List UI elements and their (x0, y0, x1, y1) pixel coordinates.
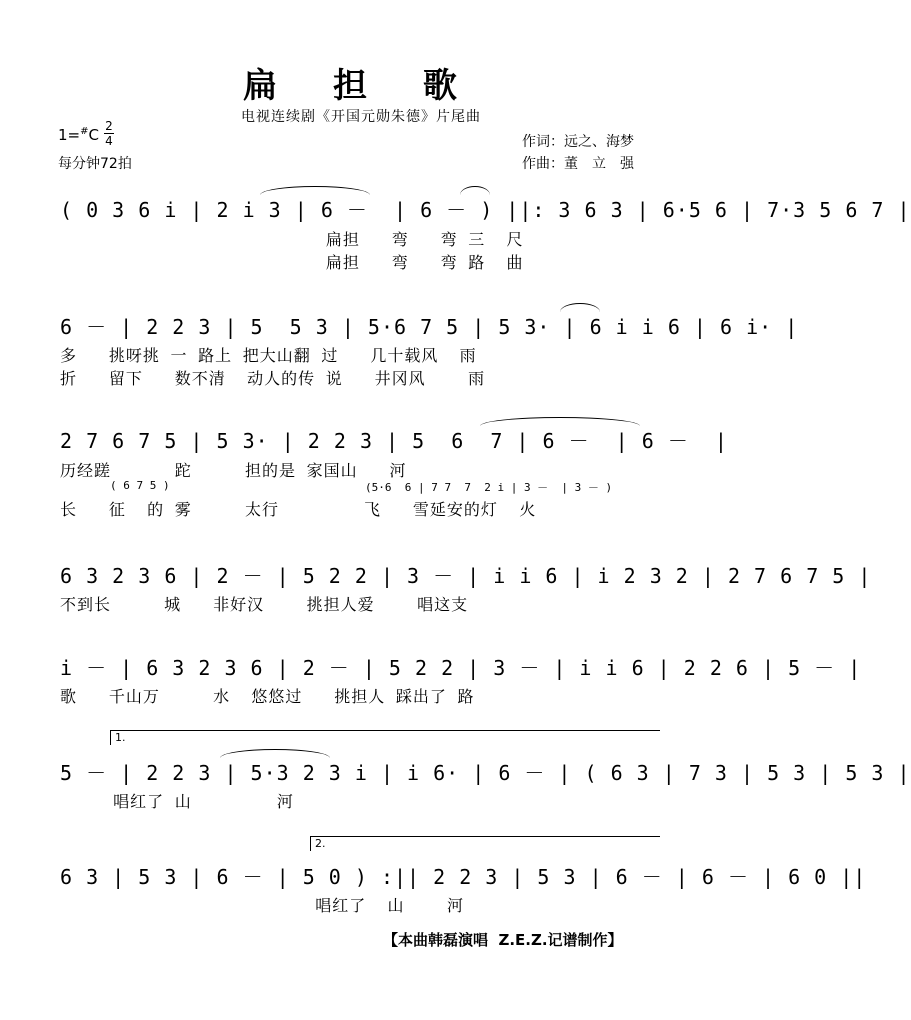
lyric-row-6: 唱红了 山 河 (60, 792, 294, 811)
composer: 作曲：董 立 强 (522, 156, 634, 172)
lyric-row-5: 歌 千山万 水 悠悠过 挑担人 踩出了 路 (60, 687, 475, 706)
key-note: C (88, 126, 99, 144)
lyric-row-2b: 折 留下 数不清 动人的传 说 井冈风 雨 (60, 369, 486, 388)
page-title: 扁 担 歌 (243, 66, 479, 106)
small-notes-a: ( 6 7 5 ) (110, 479, 170, 492)
lyric-row-3a: 历经蹉 跎 担的是 家国山 河 (60, 461, 407, 480)
time-top: 2 (105, 119, 113, 133)
tempo: 每分钟72拍 (58, 156, 132, 172)
volta-second: 2. (310, 836, 660, 851)
lyric-row-1a: 扁担 弯 弯 三 尺 (60, 230, 524, 249)
key-sharp: # (80, 126, 89, 137)
notes-row-4: 6 3 2 3 6 | 2 － | 5 2 2 | 3 － | i i 6 | i 2 3 2 | 2 7 6 7 5 | (60, 564, 872, 588)
lyric-row-2a: 多 挑呀挑 一 路上 把大山翻 过 几十载风 雨 (60, 346, 477, 365)
subtitle: 电视连续剧《开国元勋朱德》片尾曲 (241, 109, 481, 125)
small-notes-b: (5·6 6 | 7 7 7 2 i | 3 － | 3 － ) (365, 481, 613, 494)
lyricist: 作词：远之、海梦 (522, 134, 634, 150)
notes-row-7: 6 3 | 5 3 | 6 － | 5 0 ) :|| 2 2 3 | 5 3 | 6 － | 6 － | 6 0 || (60, 865, 867, 889)
lyric-row-3b: 长 征 的 雾 太行 飞 雪延安的灯 火 (60, 500, 537, 519)
notes-row-6: 5 － | 2 2 3 | 5·3 2 3 i | i 6· | 6 － | ( 6 3 | 7 3 | 5 3 | 5 3 | (60, 761, 911, 785)
lyric-row-1b: 扁担 弯 弯 路 曲 (60, 253, 524, 272)
lyric-row-4: 不到长 城 非好汉 挑担人爱 唱这支 (60, 595, 469, 614)
notes-row-5: i － | 6 3 2 3 6 | 2 － | 5 2 2 | 3 － | i i 6 | 2 2 6 | 5 － | (60, 656, 862, 680)
notes-row-2: 6 － | 2 2 3 | 5 5 3 | 5·6 7 5 | 5 3· | 6 i i 6 | 6 i· | (60, 315, 799, 339)
notes-row-1: ( 0 3 6 i | 2 i 3 | 6 － | 6 － ) ||: 3 6 3 | 6·5 6 | 7·3 5 6 7 | (60, 198, 911, 222)
notes-row-3: 2 7 6 7 5 | 5 3· | 2 2 3 | 5 6 7 | 6 － | 6 － | (60, 429, 728, 453)
time-bottom: 4 (105, 134, 113, 148)
time-signature (104, 120, 114, 147)
footer-credit: 【本曲韩磊演唱 Z.E.Z.记谱制作】 (383, 931, 623, 949)
key-signature (58, 126, 99, 144)
key-prefix: 1= (58, 126, 81, 144)
lyric-row-7: 唱红了 山 河 (60, 896, 464, 915)
volta-first: 1. (110, 730, 660, 745)
